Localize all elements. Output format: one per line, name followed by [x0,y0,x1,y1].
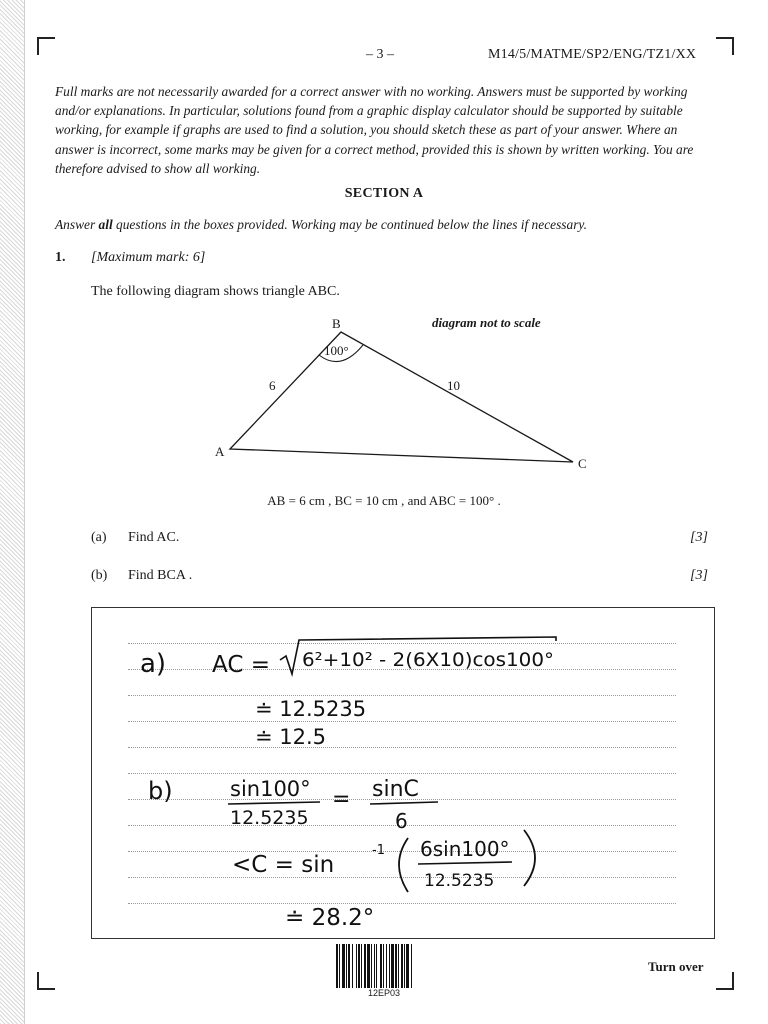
hw-a-approx2: ≐ 12.5 [255,725,327,749]
diagram-note: diagram not to scale [432,315,541,330]
turn-over-label: Turn over [648,959,704,974]
barcode-bar [364,944,366,988]
hw-b-eq: = [332,787,351,812]
hw-b-num2: sinC [372,777,419,802]
hw-b-den1: 12.5235 [230,807,309,829]
right-paren [524,830,535,886]
angle-b-label: 100° [324,343,349,358]
barcode-bar [376,944,377,988]
barcode-bar [391,944,394,988]
barcode-bar [383,944,384,988]
hw-b-result: ≐ 28.2° [285,905,375,931]
part-a-label: (a) [91,530,107,545]
instructions-paragraph: Full marks are not necessarily awarded for a correct answer with no working. Answers must be supported by working and/or explanations. In particular, solutions found from a graphic display calculator should be supported by suitable working, for example if graphs are used to find a solution, you should sketch these as part of your answer. Where an answer is incorrect, some marks may be given for a correct method, provided this is shown by written working. You are therefore advised to show all working. [55,84,694,176]
barcode-bar [401,944,403,988]
hw-a-radicand: 6²+10² - 2(6X10)cos100° [302,649,554,671]
barcode-bar [367,944,370,988]
barcode-bar [395,944,397,988]
fraction-bar-1 [228,802,320,804]
barcode-bar [411,944,412,988]
barcode-bar [404,944,405,988]
hw-a-lhs: AC = [212,652,270,678]
barcode-bar [346,944,347,988]
barcode-bar [339,944,340,988]
hw-b-den2: 6 [395,809,408,833]
vertex-b-label: B [332,316,341,331]
barcode-bar [356,944,357,988]
hw-b-den3: 12.5235 [424,871,495,891]
question-intro: The following diagram shows triangle ABC. [91,284,340,299]
answer-instruction: Answer all questions in the boxes provided. Working may be continued below the lines if necessary. [55,217,587,232]
barcode-bar [389,944,390,988]
hw-b-num3: 6sin100° [420,837,510,861]
barcode-bar [386,944,387,988]
part-b-marks: [3] [690,568,708,583]
part-b-label: (b) [91,568,108,583]
hw-b-inv: -1 [372,843,385,858]
hw-b-label: b) [148,777,173,805]
barcode-bar [361,944,362,988]
vertex-c-label: C [578,456,587,471]
left-paren [399,838,408,892]
part-b-text: Find BCA . [128,568,193,583]
barcode-bar [406,944,409,988]
page-number: – 3 – [366,47,394,62]
hw-a-approx1: ≐ 12.5235 [255,697,367,721]
barcode-bar [380,944,382,988]
barcode-bar [374,944,375,988]
barcode-bar [398,944,399,988]
part-a-text: Find AC. [128,530,180,545]
side-bc-label: 10 [447,378,460,393]
barcode-bar [336,944,338,988]
question-max-mark: [Maximum mark: 6] [91,250,206,265]
hw-b-num1: sin100° [230,777,311,801]
barcode-bar [371,944,372,988]
vertex-a-label: A [215,444,225,459]
hw-a-label: a) [140,649,167,679]
barcode-label: 12EP03 [367,988,401,998]
paper-code: M14/5/MATME/SP2/ENG/TZ1/XX [488,47,697,62]
fraction-bar-3 [418,862,512,864]
barcode-bar [352,944,353,988]
part-a-marks: [3] [690,530,708,545]
barcode-bar [348,944,350,988]
question-number: 1. [55,250,66,265]
fraction-bar-2 [370,802,438,804]
section-title: SECTION A [344,186,424,201]
barcode-bar [342,944,345,988]
side-ab-label: 6 [269,378,276,393]
answer-instruction-emphasis: all [98,217,113,232]
hw-b-angle: <C = sin [232,852,335,878]
given-values: AB = 6 cm , BC = 10 cm , and ABC = 100° . [267,493,501,508]
barcode-bar [358,944,360,988]
barcode [336,944,432,988]
